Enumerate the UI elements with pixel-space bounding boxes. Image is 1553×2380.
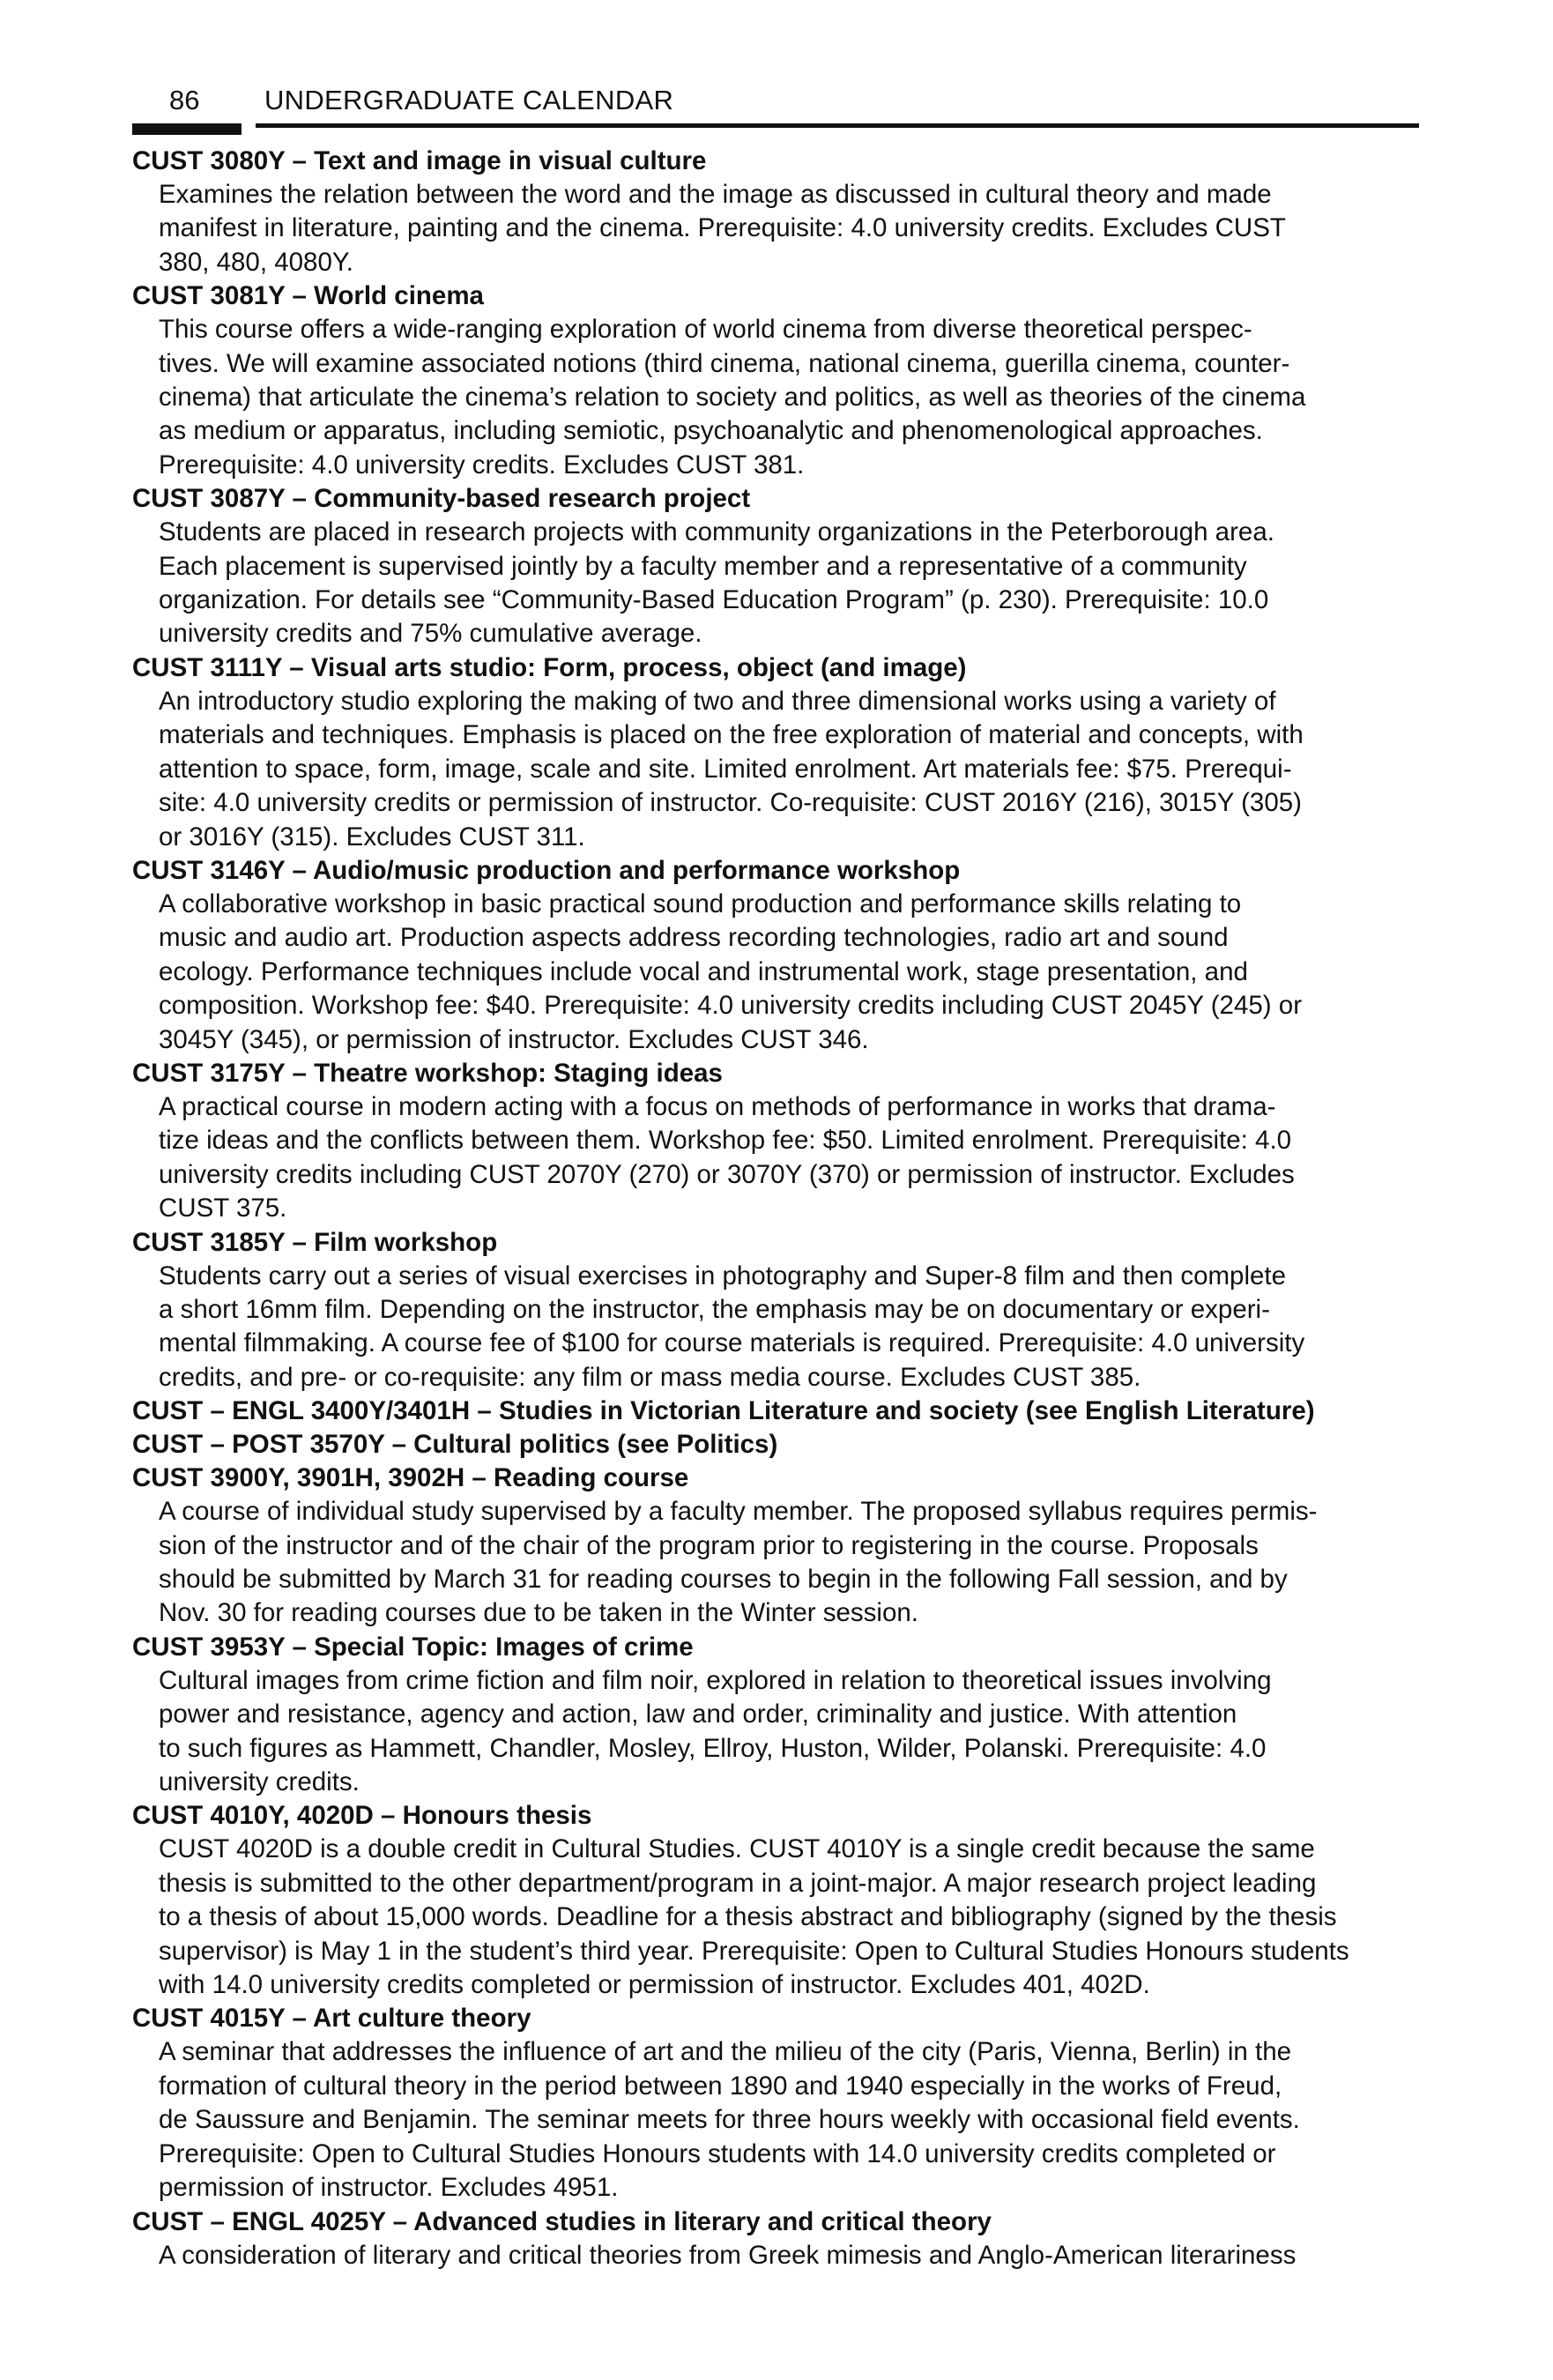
course-title: CUST 3900Y, 3901H, 3902H – Reading course <box>132 1463 689 1493</box>
course-description: A collaborative workshop in basic practical sound production and performance skills relating to music and audio art. Production aspects address recording technologies, radio art and sound ecology. Performance techniques include vocal and instrumental work, stage presentation, and composition. Workshop fee: $40. Prerequisite: 4.0 university credits including CUST 2045Y (245) or 3045Y (345), or permission of instructor. Excludes CUST 346. <box>159 889 1303 1054</box>
course-entry <box>132 1461 1419 1631</box>
course-description: Students carry out a series of visual exercises in photography and Super-8 film and then complete a short 16mm film. Depending on the instructor, the emphasis may be on documentary or experi- mental filmmaking. A course fee of $100 for course materials is required. Prerequisite: 4.0 university credits, and pre- or co-requisite: any film or mass media course. Excludes CUST 385. <box>159 1261 1305 1392</box>
course-entry <box>132 651 1419 854</box>
course-entry <box>132 1799 1419 2002</box>
course-entry <box>132 2205 1419 2272</box>
course-entry <box>132 1395 1419 1428</box>
course-description: CUST 4020D is a double credit in Cultural Studies. CUST 4010Y is a single credit because the same thesis is submitted to the other department/program in a joint-major. A major research project leading to a thesis of about 15,000 words. Deadline for a thesis abstract and bibliography (signed by the thesis supervisor) is May 1 in the student’s third year. Prerequisite: Open to Cultural Studies Honours students with 14.0 university credits completed or permission of instructor. Excludes 401, 402D. <box>159 1834 1349 2000</box>
header-rule-block <box>132 123 241 135</box>
page-number: 86 <box>169 85 200 115</box>
course-description: Examines the relation between the word and the image as discussed in cultural theory and made manifest in literature, painting and the cinema. Prerequisite: 4.0 university credits. Excludes CUST 380, 480, 4080Y. <box>159 180 1286 277</box>
course-description: A course of individual study supervised by a faculty member. The proposed syllabus requires permis- sion of the instructor and of the chair of the program prior to registering in the course. Proposals should be submitted by March 31 for reading courses to begin in the following Fall session, and by Nov. 30 for reading courses due to be taken in the Winter session. <box>159 1497 1318 1628</box>
course-entry <box>132 1631 1419 1800</box>
course-title: CUST 3081Y – World cinema <box>132 281 484 311</box>
running-title: UNDERGRADUATE CALENDAR <box>264 85 674 115</box>
course-entry <box>132 854 1419 1057</box>
course-title: CUST 3185Y – Film workshop <box>132 1227 498 1257</box>
course-description: A consideration of literary and critical theories from Greek mimesis and Anglo-American literariness <box>159 2240 1297 2270</box>
course-list <box>132 145 1419 2272</box>
course-title: CUST 3080Y – Text and image in visual culture <box>132 146 707 175</box>
course-entry <box>132 2002 1419 2205</box>
course-entry <box>132 1226 1419 1395</box>
course-entry <box>132 1428 1419 1461</box>
course-title: CUST – ENGL 4025Y – Advanced studies in literary and critical theory <box>132 2206 992 2236</box>
course-entry <box>132 279 1419 482</box>
course-title: CUST – POST 3570Y – Cultural politics (see Politics) <box>132 1430 778 1460</box>
course-title: CUST 4015Y – Art culture theory <box>132 2004 531 2034</box>
course-entry <box>132 482 1419 651</box>
header-rule <box>256 123 1419 128</box>
course-title: CUST 4010Y, 4020D – Honours thesis <box>132 1801 592 1831</box>
course-entry <box>132 1057 1419 1226</box>
course-title: CUST 3087Y – Community-based research project <box>132 484 751 514</box>
course-entry <box>132 145 1419 279</box>
course-description: Students are placed in research projects with community organizations in the Peterborough area. Each placement is supervised jointly by a faculty member and a representative of a community organization. For details see “Community-Based Education Program” (p. 230). Prerequisite: 10.0 university credits and 75% cumulative average. <box>159 517 1274 649</box>
course-description: This course offers a wide-ranging exploration of world cinema from diverse theoretical perspec- tives. We will examine associated notions (third cinema, national cinema, guerilla cinema, counter- cinema) that articulate the cinema’s relation to society and politics, as well as theories of the cinema as medium or apparatus, including semiotic, psychoanalytic and phenomenological approaches. Prerequisite: 4.0 university credits. Excludes CUST 381. <box>159 315 1306 480</box>
course-description: An introductory studio exploring the making of two and three dimensional works using a variety of materials and techniques. Emphasis is placed on the free exploration of material and concepts, with attention to space, form, image, scale and site. Limited enrolment. Art materials fee: $75. Prerequi- site: 4.0 university credits or permission of instructor. Co-requisite: CUST 2016Y (216), 3015Y (305) or 3016Y (315). Excludes CUST 311. <box>159 686 1304 852</box>
course-description: Cultural images from crime fiction and film noir, explored in relation to theoretical issues involving power and resistance, agency and action, law and order, criminality and justice. With attention to such figures as Hammett, Chandler, Mosley, Ellroy, Huston, Wilder, Polanski. Prerequisite: 4.0 university credits. <box>159 1665 1272 1797</box>
page-header <box>132 79 1419 134</box>
calendar-page <box>132 79 1419 2272</box>
course-title: CUST – ENGL 3400Y/3401H – Studies in Victorian Literature and society (see English Literature) <box>132 1396 1315 1426</box>
course-title: CUST 3175Y – Theatre workshop: Staging ideas <box>132 1058 723 1088</box>
course-title: CUST 3146Y – Audio/music production and performance workshop <box>132 855 961 885</box>
course-description: A seminar that addresses the influence of art and the milieu of the city (Paris, Vienna, Berlin) in the formation of cultural theory in the period between 1890 and 1940 especially in the works of Freud, de Saussure and Benjamin. The seminar meets for three hours weekly with occasional field events. Prerequisite: Open to Cultural Studies Honours students with 14.0 university credits completed or permission of instructor. Excludes 4951. <box>159 2037 1300 2203</box>
course-title: CUST 3111Y – Visual arts studio: Form, process, object (and image) <box>132 652 967 682</box>
course-title: CUST 3953Y – Special Topic: Images of crime <box>132 1632 694 1662</box>
course-description: A practical course in modern acting with a focus on methods of performance in works that drama- tize ideas and the conflicts between them. Workshop fee: $50. Limited enrolment. Prerequisite: 4.0 university credits including CUST 2070Y (270) or 3070Y (370) or permission of instructor. Excludes CUST 375. <box>159 1091 1295 1223</box>
